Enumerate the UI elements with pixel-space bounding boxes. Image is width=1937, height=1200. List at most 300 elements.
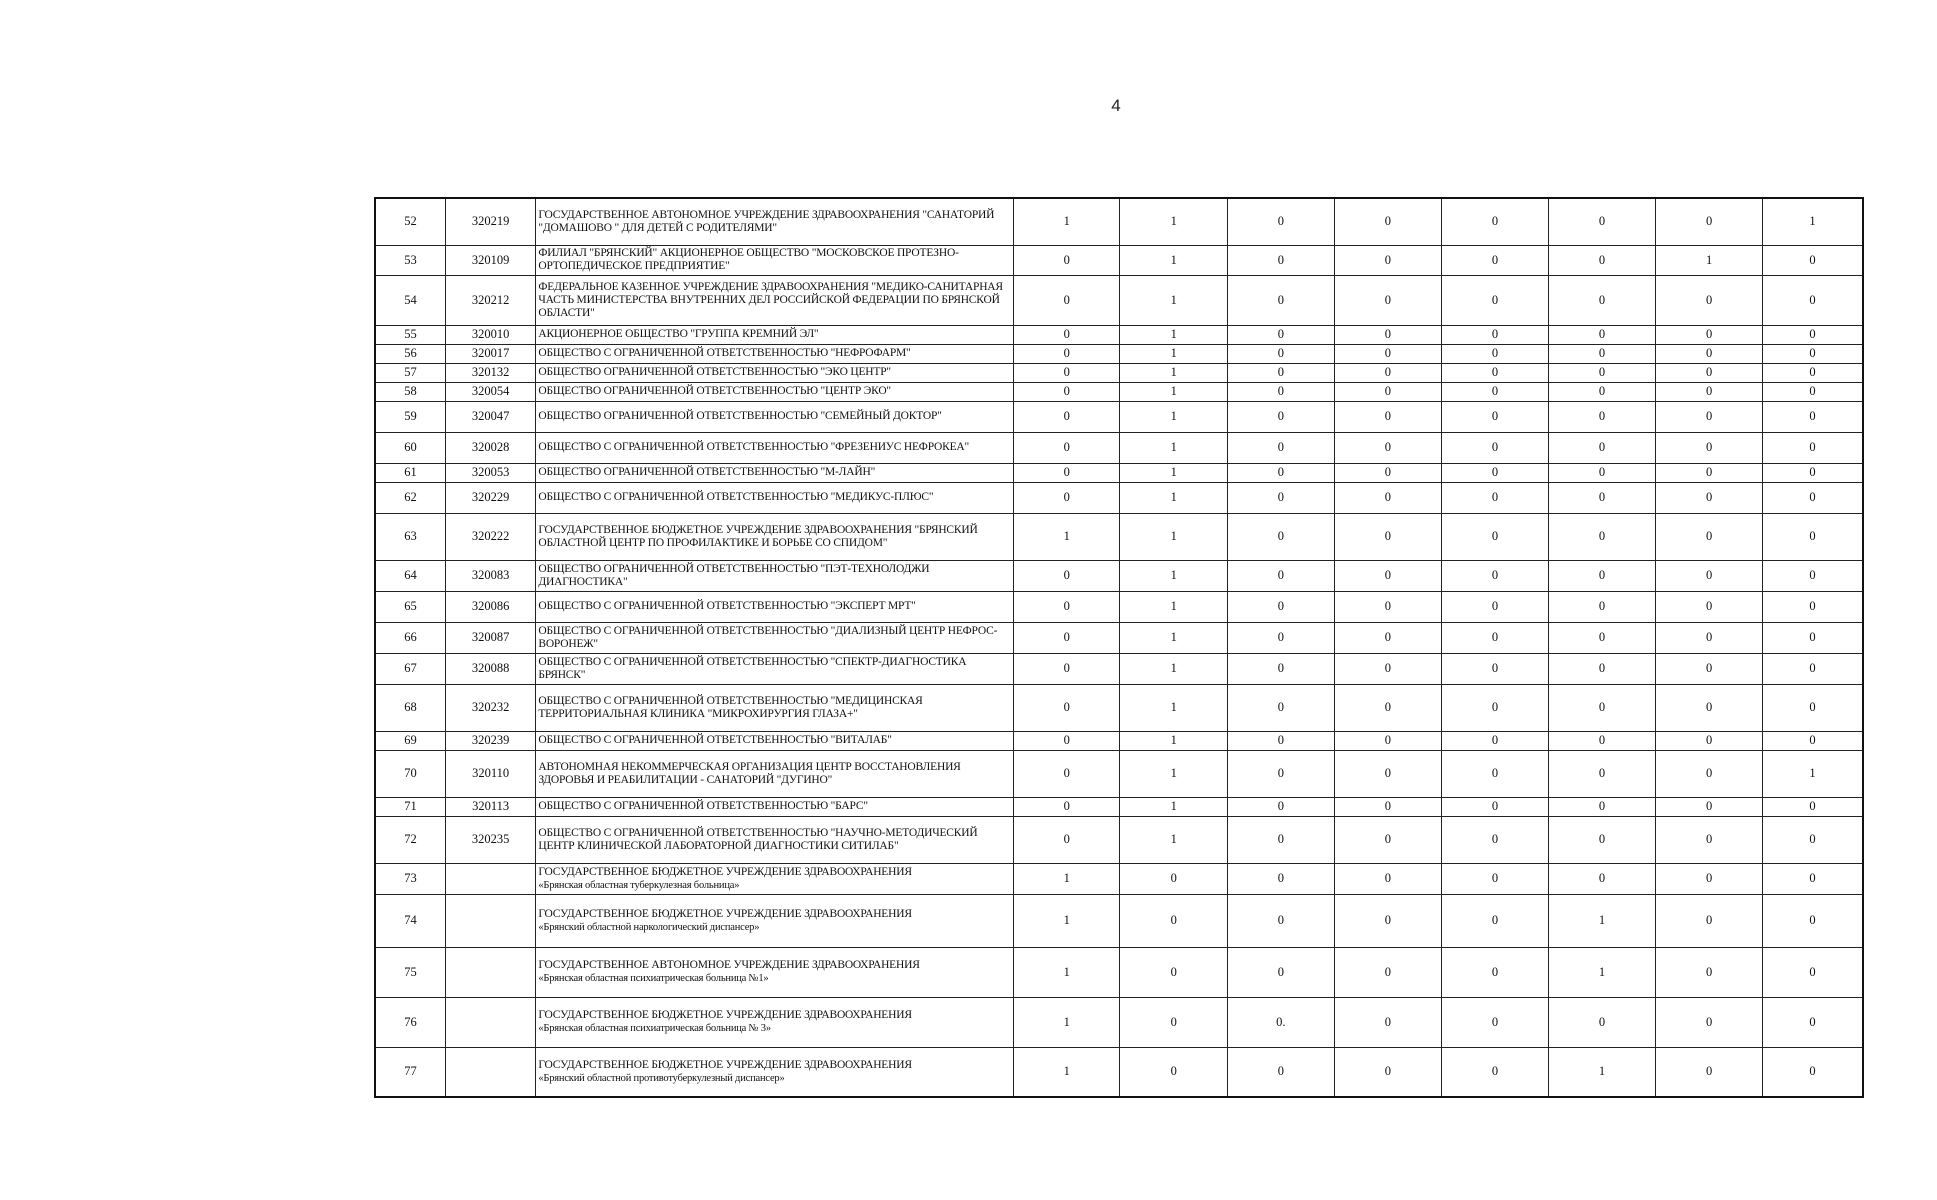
- value-cell: 0: [1334, 797, 1442, 816]
- org-name: ОБЩЕСТВО ОГРАНИЧЕННОЙ ОТВЕТСТВЕННОСТЬЮ "ПЭТ-ТЕХНОЛОДЖИ ДИАГНОСТИКА": [538, 562, 930, 588]
- value-cell: 0: [1013, 482, 1120, 513]
- value-cell: 0: [1442, 863, 1549, 894]
- value-cell: 1: [1120, 653, 1228, 684]
- value-cell: 0: [1548, 325, 1656, 344]
- org-name: ОБЩЕСТВО ОГРАНИЧЕННОЙ ОТВЕТСТВЕННОСТЬЮ "СЕМЕЙНЫЙ ДОКТОР": [538, 410, 942, 422]
- row-number-cell: 53: [375, 245, 445, 275]
- value-cell: 0: [1656, 198, 1763, 245]
- row-number-cell: 70: [375, 750, 445, 797]
- value-cell: 0: [1228, 513, 1335, 560]
- org-name: ФИЛИАЛ "БРЯНСКИЙ" АКЦИОНЕРНОЕ ОБЩЕСТВО "МОСКОВСКОЕ ПРОТЕЗНО-ОРТОПЕДИЧЕСКОЕ ПРЕДПРИЯТИЕ": [538, 247, 959, 272]
- value-cell: 0: [1013, 560, 1120, 591]
- table-row: [375, 1047, 1863, 1097]
- table-row: [375, 797, 1863, 816]
- value-cell: 0: [1334, 363, 1442, 382]
- table-row: [375, 947, 1863, 997]
- table-row: [375, 513, 1863, 560]
- value-cell: 0: [1013, 750, 1120, 797]
- org-name-cell: [536, 947, 1014, 997]
- org-code-cell: 320113: [445, 797, 535, 816]
- value-cell: 0: [1228, 797, 1335, 816]
- org-name: АКЦИОНЕРНОЕ ОБЩЕСТВО "ГРУППА КРЕМНИЙ ЭЛ": [538, 328, 819, 340]
- value-cell: 0: [1762, 947, 1863, 997]
- org-name: ОБЩЕСТВО С ОГРАНИЧЕННОЙ ОТВЕТСТВЕННОСТЬЮ "ЭКСПЕРТ МРТ": [538, 600, 916, 612]
- value-cell: 0: [1548, 622, 1656, 653]
- value-cell: 0: [1762, 560, 1863, 591]
- org-name: ГОСУДАРСТВЕННОЕ АВТОНОМНОЕ УЧРЕЖДЕНИЕ ЗДРАВООХРАНЕНИЯ "САНАТОРИЙ "ДОМАШОВО " ДЛЯ ДЕТЕЙ С РОДИТЕЛЯМИ": [538, 208, 995, 234]
- org-code-cell: [445, 894, 535, 947]
- org-name: ГОСУДАРСТВЕННОЕ БЮДЖЕТНОЕ УЧРЕЖДЕНИЕ ЗДРАВООХРАНЕНИЯ: [538, 865, 912, 878]
- value-cell: 0: [1762, 463, 1863, 482]
- row-number-cell: 55: [375, 325, 445, 344]
- table-row: [375, 894, 1863, 947]
- org-name: ОБЩЕСТВО ОГРАНИЧЕННОЙ ОТВЕТСТВЕННОСТЬЮ "М-ЛАЙН": [538, 466, 876, 478]
- value-cell: 0: [1656, 684, 1763, 731]
- org-name: ОБЩЕСТВО С ОГРАНИЧЕННОЙ ОТВЕТСТВЕННОСТЬЮ "НЕФРОФАРМ": [538, 347, 911, 359]
- row-number-cell: 69: [375, 731, 445, 750]
- row-number-cell: 73: [375, 863, 445, 894]
- value-cell: 0: [1120, 1047, 1228, 1097]
- org-name-cell: [536, 684, 1014, 731]
- value-cell: 0: [1762, 816, 1863, 863]
- org-code-cell: 320222: [445, 513, 535, 560]
- value-cell: 0: [1334, 750, 1442, 797]
- value-cell: 0: [1442, 432, 1549, 463]
- row-number-cell: 58: [375, 382, 445, 401]
- value-cell: 0: [1228, 363, 1335, 382]
- org-name-cell: [536, 816, 1014, 863]
- row-number-cell: 65: [375, 591, 445, 622]
- value-cell: 0: [1442, 344, 1549, 363]
- value-cell: 1: [1120, 591, 1228, 622]
- value-cell: 0: [1228, 560, 1335, 591]
- value-cell: 0: [1228, 622, 1335, 653]
- value-cell: 0: [1334, 482, 1442, 513]
- value-cell: 0: [1228, 198, 1335, 245]
- table-row: [375, 622, 1863, 653]
- table-row: [375, 382, 1863, 401]
- org-name: АВТОНОМНАЯ НЕКОММЕРЧЕСКАЯ ОРГАНИЗАЦИЯ ЦЕНТР ВОССТАНОВЛЕНИЯ ЗДОРОВЬЯ И РЕАБИЛИТАЦИИ - САНАТОРИЙ "ДУГИНО": [538, 760, 961, 786]
- value-cell: 0: [1334, 401, 1442, 432]
- value-cell: 1: [1013, 198, 1120, 245]
- row-number-cell: 67: [375, 653, 445, 684]
- table-row: [375, 325, 1863, 344]
- value-cell: 1: [1656, 245, 1763, 275]
- table-row: [375, 344, 1863, 363]
- value-cell: 0: [1013, 245, 1120, 275]
- value-cell: 0: [1013, 653, 1120, 684]
- value-cell: 0: [1442, 750, 1549, 797]
- org-code-cell: 320219: [445, 198, 535, 245]
- value-cell: 0: [1656, 275, 1763, 325]
- value-cell: 1: [1120, 344, 1228, 363]
- org-code-cell: 320109: [445, 245, 535, 275]
- value-cell: 0: [1334, 513, 1442, 560]
- organizations-table: [374, 197, 1864, 1098]
- org-name: ГОСУДАРСТВЕННОЕ АВТОНОМНОЕ УЧРЕЖДЕНИЕ ЗДРАВООХРАНЕНИЯ: [538, 959, 920, 971]
- row-number-cell: 56: [375, 344, 445, 363]
- value-cell: 0: [1548, 401, 1656, 432]
- value-cell: 0: [1228, 816, 1335, 863]
- value-cell: 0: [1334, 198, 1442, 245]
- value-cell: 0: [1334, 863, 1442, 894]
- value-cell: 0: [1442, 622, 1549, 653]
- org-name: ФЕДЕРАЛЬНОЕ КАЗЕННОЕ УЧРЕЖДЕНИЕ ЗДРАВООХРАНЕНИЯ "МЕДИКО-САНИТАРНАЯ ЧАСТЬ МИНИСТЕРСТВА ВНУТРЕННИХ ДЕЛ РОССИЙСКОЙ ФЕДЕРАЦИИ ПО БРЯНСКОЙ ОБЛАСТИ": [538, 280, 1003, 319]
- value-cell: 0: [1762, 653, 1863, 684]
- value-cell: 0: [1334, 432, 1442, 463]
- value-cell: 0: [1120, 894, 1228, 947]
- org-name-subtitle: «Брянский областной противотуберкулезный диспансер»: [538, 1072, 785, 1084]
- org-name-cell: [536, 344, 1014, 363]
- org-name: ОБЩЕСТВО С ОГРАНИЧЕННОЙ ОТВЕТСТВЕННОСТЬЮ "МЕДИЦИНСКАЯ ТЕРРИТОРИАЛЬНАЯ КЛИНИКА "МИКРОХИРУРГИЯ ГЛАЗА+": [538, 694, 923, 720]
- value-cell: 0: [1762, 245, 1863, 275]
- value-cell: 0: [1228, 591, 1335, 622]
- value-cell: 0: [1120, 997, 1228, 1047]
- value-cell: 0: [1548, 653, 1656, 684]
- value-cell: 0: [1442, 731, 1549, 750]
- value-cell: 0: [1228, 653, 1335, 684]
- value-cell: 0: [1442, 482, 1549, 513]
- value-cell: 0: [1548, 198, 1656, 245]
- value-cell: 0: [1228, 731, 1335, 750]
- value-cell: 0: [1228, 684, 1335, 731]
- org-name-cell: [536, 731, 1014, 750]
- value-cell: 1: [1120, 401, 1228, 432]
- value-cell: 0: [1228, 750, 1335, 797]
- value-cell: 0: [1548, 816, 1656, 863]
- value-cell: 0: [1548, 731, 1656, 750]
- value-cell: 0: [1334, 463, 1442, 482]
- value-cell: 0: [1442, 797, 1549, 816]
- value-cell: 0: [1334, 1047, 1442, 1097]
- value-cell: 0: [1656, 653, 1763, 684]
- value-cell: 1: [1120, 684, 1228, 731]
- table-row: [375, 482, 1863, 513]
- org-name-cell: [536, 560, 1014, 591]
- row-number-cell: 76: [375, 997, 445, 1047]
- table-body: [375, 198, 1863, 1097]
- value-cell: 1: [1120, 198, 1228, 245]
- org-code-cell: 320132: [445, 363, 535, 382]
- value-cell: 0: [1442, 363, 1549, 382]
- org-name-cell: [536, 432, 1014, 463]
- org-code-cell: [445, 997, 535, 1047]
- org-name-subtitle: «Брянская областная психиатрическая больница №1»: [538, 973, 769, 984]
- org-code-cell: 320054: [445, 382, 535, 401]
- value-cell: 0: [1334, 894, 1442, 947]
- value-cell: 0: [1762, 363, 1863, 382]
- org-name: ГОСУДАРСТВЕННОЕ БЮДЖЕТНОЕ УЧРЕЖДЕНИЕ ЗДРАВООХРАНЕНИЯ: [538, 907, 912, 920]
- org-code-cell: 320088: [445, 653, 535, 684]
- value-cell: 0: [1442, 1047, 1549, 1097]
- value-cell: 0: [1228, 947, 1335, 997]
- value-cell: 0: [1548, 382, 1656, 401]
- value-cell: 1: [1762, 198, 1863, 245]
- value-cell: 0: [1656, 363, 1763, 382]
- org-name: ОБЩЕСТВО С ОГРАНИЧЕННОЙ ОТВЕТСТВЕННОСТЬЮ "МЕДИКУС-ПЛЮС": [538, 491, 934, 503]
- value-cell: 0: [1442, 245, 1549, 275]
- value-cell: 1: [1120, 622, 1228, 653]
- org-name-cell: [536, 797, 1014, 816]
- row-number-cell: 66: [375, 622, 445, 653]
- value-cell: 0: [1442, 325, 1549, 344]
- row-number-cell: 63: [375, 513, 445, 560]
- value-cell: 1: [1120, 325, 1228, 344]
- value-cell: 0: [1656, 382, 1763, 401]
- value-cell: 1: [1120, 245, 1228, 275]
- org-code-cell: 320017: [445, 344, 535, 363]
- value-cell: 0: [1334, 653, 1442, 684]
- row-number-cell: 68: [375, 684, 445, 731]
- value-cell: 0: [1762, 622, 1863, 653]
- value-cell: 0: [1762, 591, 1863, 622]
- org-name: ГОСУДАРСТВЕННОЕ БЮДЖЕТНОЕ УЧРЕЖДЕНИЕ ЗДРАВООХРАНЕНИЯ: [538, 1058, 912, 1071]
- table-row: [375, 401, 1863, 432]
- table-row: [375, 997, 1863, 1047]
- value-cell: 1: [1548, 894, 1656, 947]
- value-cell: 0: [1442, 513, 1549, 560]
- org-name-cell: [536, 275, 1014, 325]
- value-cell: 0: [1442, 560, 1549, 591]
- value-cell: 0: [1548, 560, 1656, 591]
- row-number-cell: 77: [375, 1047, 445, 1097]
- org-code-cell: 320047: [445, 401, 535, 432]
- value-cell: 0: [1334, 731, 1442, 750]
- row-number-cell: 59: [375, 401, 445, 432]
- value-cell: 0: [1228, 863, 1335, 894]
- org-code-cell: 320212: [445, 275, 535, 325]
- org-name-subtitle: «Брянская областная туберкулезная больница»: [538, 879, 740, 891]
- value-cell: 0: [1548, 797, 1656, 816]
- value-cell: 0: [1656, 591, 1763, 622]
- org-name-cell: [536, 750, 1014, 797]
- value-cell: 0: [1334, 947, 1442, 997]
- value-cell: 0: [1442, 198, 1549, 245]
- org-code-cell: 320235: [445, 816, 535, 863]
- value-cell: 0: [1656, 622, 1763, 653]
- table-row: [375, 684, 1863, 731]
- value-cell: 0: [1548, 432, 1656, 463]
- value-cell: 1: [1120, 750, 1228, 797]
- value-cell: 0: [1334, 245, 1442, 275]
- value-cell: 1: [1548, 947, 1656, 997]
- org-name-cell: [536, 198, 1014, 245]
- value-cell: 0: [1442, 275, 1549, 325]
- org-name-cell: [536, 382, 1014, 401]
- value-cell: 0: [1656, 401, 1763, 432]
- value-cell: 0: [1548, 591, 1656, 622]
- row-number-cell: 64: [375, 560, 445, 591]
- value-cell: 0: [1656, 344, 1763, 363]
- value-cell: 0: [1228, 275, 1335, 325]
- value-cell: 1: [1120, 816, 1228, 863]
- value-cell: 0: [1013, 797, 1120, 816]
- value-cell: 0: [1228, 432, 1335, 463]
- org-name-cell: [536, 591, 1014, 622]
- value-cell: 0: [1013, 591, 1120, 622]
- org-code-cell: 320028: [445, 432, 535, 463]
- org-name-cell: [536, 245, 1014, 275]
- value-cell: 0: [1656, 1047, 1763, 1097]
- table-row: [375, 731, 1863, 750]
- value-cell: 0: [1013, 344, 1120, 363]
- page-number: 4: [1111, 96, 1121, 115]
- row-number-cell: 54: [375, 275, 445, 325]
- org-name: ОБЩЕСТВО С ОГРАНИЧЕННОЙ ОТВЕТСТВЕННОСТЬЮ "ДИАЛИЗНЫЙ ЦЕНТР НЕФРОС-ВОРОНЕЖ": [538, 624, 998, 650]
- value-cell: 0: [1013, 382, 1120, 401]
- value-cell: 0: [1228, 482, 1335, 513]
- value-cell: 0: [1228, 325, 1335, 344]
- value-cell: 1: [1120, 797, 1228, 816]
- value-cell: 0: [1762, 482, 1863, 513]
- org-name-cell: [536, 653, 1014, 684]
- value-cell: 0: [1762, 344, 1863, 363]
- value-cell: 0: [1334, 997, 1442, 1047]
- org-name-cell: [536, 894, 1014, 947]
- table-row: [375, 750, 1863, 797]
- value-cell: 0: [1120, 863, 1228, 894]
- value-cell: 0: [1656, 325, 1763, 344]
- value-cell: 0: [1442, 653, 1549, 684]
- value-cell: 0: [1228, 382, 1335, 401]
- value-cell: 0: [1762, 1047, 1863, 1097]
- org-name: ГОСУДАРСТВЕННОЕ БЮДЖЕТНОЕ УЧРЕЖДЕНИЕ ЗДРАВООХРАНЕНИЯ: [538, 1009, 912, 1021]
- value-cell: 0: [1228, 245, 1335, 275]
- value-cell: 0: [1013, 622, 1120, 653]
- table-row: [375, 816, 1863, 863]
- value-cell: 1: [1013, 1047, 1120, 1097]
- value-cell: 0: [1762, 432, 1863, 463]
- org-name-cell: [536, 325, 1014, 344]
- value-cell: 0: [1656, 863, 1763, 894]
- value-cell: 1: [1013, 513, 1120, 560]
- value-cell: 0: [1762, 275, 1863, 325]
- value-cell: 0: [1442, 382, 1549, 401]
- org-name: ОБЩЕСТВО С ОГРАНИЧЕННОЙ ОТВЕТСТВЕННОСТЬЮ "СПЕКТР-ДИАГНОСТИКА БРЯНСК": [538, 655, 967, 681]
- value-cell: 0: [1334, 275, 1442, 325]
- row-number-cell: 52: [375, 198, 445, 245]
- table-row: [375, 432, 1863, 463]
- table-row: [375, 198, 1863, 245]
- value-cell: 0: [1656, 463, 1763, 482]
- org-name-cell: [536, 463, 1014, 482]
- value-cell: 0: [1013, 684, 1120, 731]
- value-cell: 1: [1013, 947, 1120, 997]
- value-cell: 1: [1120, 731, 1228, 750]
- org-name: ОБЩЕСТВО С ОГРАНИЧЕННОЙ ОТВЕТСТВЕННОСТЬЮ "ФРЕЗЕНИУС НЕФРОКЕА": [538, 441, 970, 453]
- org-name-cell: [536, 1047, 1014, 1097]
- org-code-cell: 320239: [445, 731, 535, 750]
- value-cell: 0: [1120, 947, 1228, 997]
- value-cell: 0: [1762, 997, 1863, 1047]
- value-cell: 0: [1334, 684, 1442, 731]
- org-code-cell: [445, 863, 535, 894]
- org-name: ОБЩЕСТВО ОГРАНИЧЕННОЙ ОТВЕТСТВЕННОСТЬЮ "ЦЕНТР ЭКО": [538, 385, 891, 397]
- org-name-cell: [536, 513, 1014, 560]
- value-cell: 0: [1762, 731, 1863, 750]
- value-cell: 1: [1013, 997, 1120, 1047]
- org-name: ГОСУДАРСТВЕННОЕ БЮДЖЕТНОЕ УЧРЕЖДЕНИЕ ЗДРАВООХРАНЕНИЯ "БРЯНСКИЙ ОБЛАСТНОЙ ЦЕНТР ПО ПРОФИЛАКТИКЕ И БОРЬБЕ СО СПИДОМ": [538, 523, 978, 549]
- row-number-cell: 74: [375, 894, 445, 947]
- row-number-cell: 72: [375, 816, 445, 863]
- org-code-cell: [445, 1047, 535, 1097]
- value-cell: 0: [1548, 997, 1656, 1047]
- value-cell: 0: [1656, 997, 1763, 1047]
- org-code-cell: [445, 947, 535, 997]
- value-cell: 1: [1120, 513, 1228, 560]
- value-cell: 0: [1656, 560, 1763, 591]
- value-cell: 0: [1013, 275, 1120, 325]
- row-number-cell: 61: [375, 463, 445, 482]
- value-cell: 0: [1548, 344, 1656, 363]
- value-cell: 0: [1656, 816, 1763, 863]
- value-cell: 0: [1228, 894, 1335, 947]
- value-cell: 1: [1120, 463, 1228, 482]
- value-cell: 1: [1762, 750, 1863, 797]
- org-name: ОБЩЕСТВО С ОГРАНИЧЕННОЙ ОТВЕТСТВЕННОСТЬЮ "НАУЧНО-МЕТОДИЧЕСКИЙ ЦЕНТР КЛИНИЧЕСКОЙ ЛАБОРАТОРНОЙ ДИАГНОСТИКИ СИТИЛАБ": [538, 826, 978, 852]
- value-cell: 0: [1762, 894, 1863, 947]
- value-cell: 0: [1656, 750, 1763, 797]
- org-code-cell: 320232: [445, 684, 535, 731]
- table-row: [375, 863, 1863, 894]
- value-cell: 0: [1442, 684, 1549, 731]
- value-cell: 1: [1120, 560, 1228, 591]
- org-code-cell: 320229: [445, 482, 535, 513]
- org-name-cell: [536, 997, 1014, 1047]
- value-cell: 0: [1013, 401, 1120, 432]
- table-row: [375, 560, 1863, 591]
- value-cell: 0: [1548, 275, 1656, 325]
- value-cell: 0: [1656, 894, 1763, 947]
- org-name: ОБЩЕСТВО ОГРАНИЧЕННОЙ ОТВЕТСТВЕННОСТЬЮ "ЭКО ЦЕНТР": [538, 366, 891, 378]
- value-cell: 0: [1762, 401, 1863, 432]
- value-cell: 0.: [1228, 997, 1335, 1047]
- row-number-cell: 62: [375, 482, 445, 513]
- value-cell: 0: [1228, 463, 1335, 482]
- value-cell: 1: [1120, 275, 1228, 325]
- table-row: [375, 463, 1863, 482]
- value-cell: 0: [1656, 731, 1763, 750]
- org-name-cell: [536, 482, 1014, 513]
- value-cell: 0: [1656, 797, 1763, 816]
- value-cell: 0: [1334, 344, 1442, 363]
- value-cell: 0: [1013, 463, 1120, 482]
- value-cell: 0: [1334, 382, 1442, 401]
- value-cell: 0: [1334, 591, 1442, 622]
- org-name-cell: [536, 401, 1014, 432]
- value-cell: 0: [1762, 325, 1863, 344]
- value-cell: 0: [1442, 997, 1549, 1047]
- org-name-subtitle: «Брянская областная психиатрическая больница № 3»: [538, 1023, 771, 1034]
- value-cell: 0: [1762, 684, 1863, 731]
- value-cell: 0: [1442, 947, 1549, 997]
- value-cell: 0: [1228, 1047, 1335, 1097]
- value-cell: 1: [1548, 1047, 1656, 1097]
- value-cell: 0: [1762, 863, 1863, 894]
- value-cell: 1: [1120, 482, 1228, 513]
- value-cell: 0: [1442, 463, 1549, 482]
- value-cell: 0: [1228, 401, 1335, 432]
- table-row: [375, 245, 1863, 275]
- org-code-cell: 320010: [445, 325, 535, 344]
- value-cell: 0: [1548, 245, 1656, 275]
- value-cell: 0: [1548, 463, 1656, 482]
- value-cell: 0: [1548, 363, 1656, 382]
- org-code-cell: 320087: [445, 622, 535, 653]
- org-code-cell: 320086: [445, 591, 535, 622]
- org-code-cell: 320110: [445, 750, 535, 797]
- org-name-subtitle: «Брянский областной наркологический диспансер»: [538, 921, 760, 933]
